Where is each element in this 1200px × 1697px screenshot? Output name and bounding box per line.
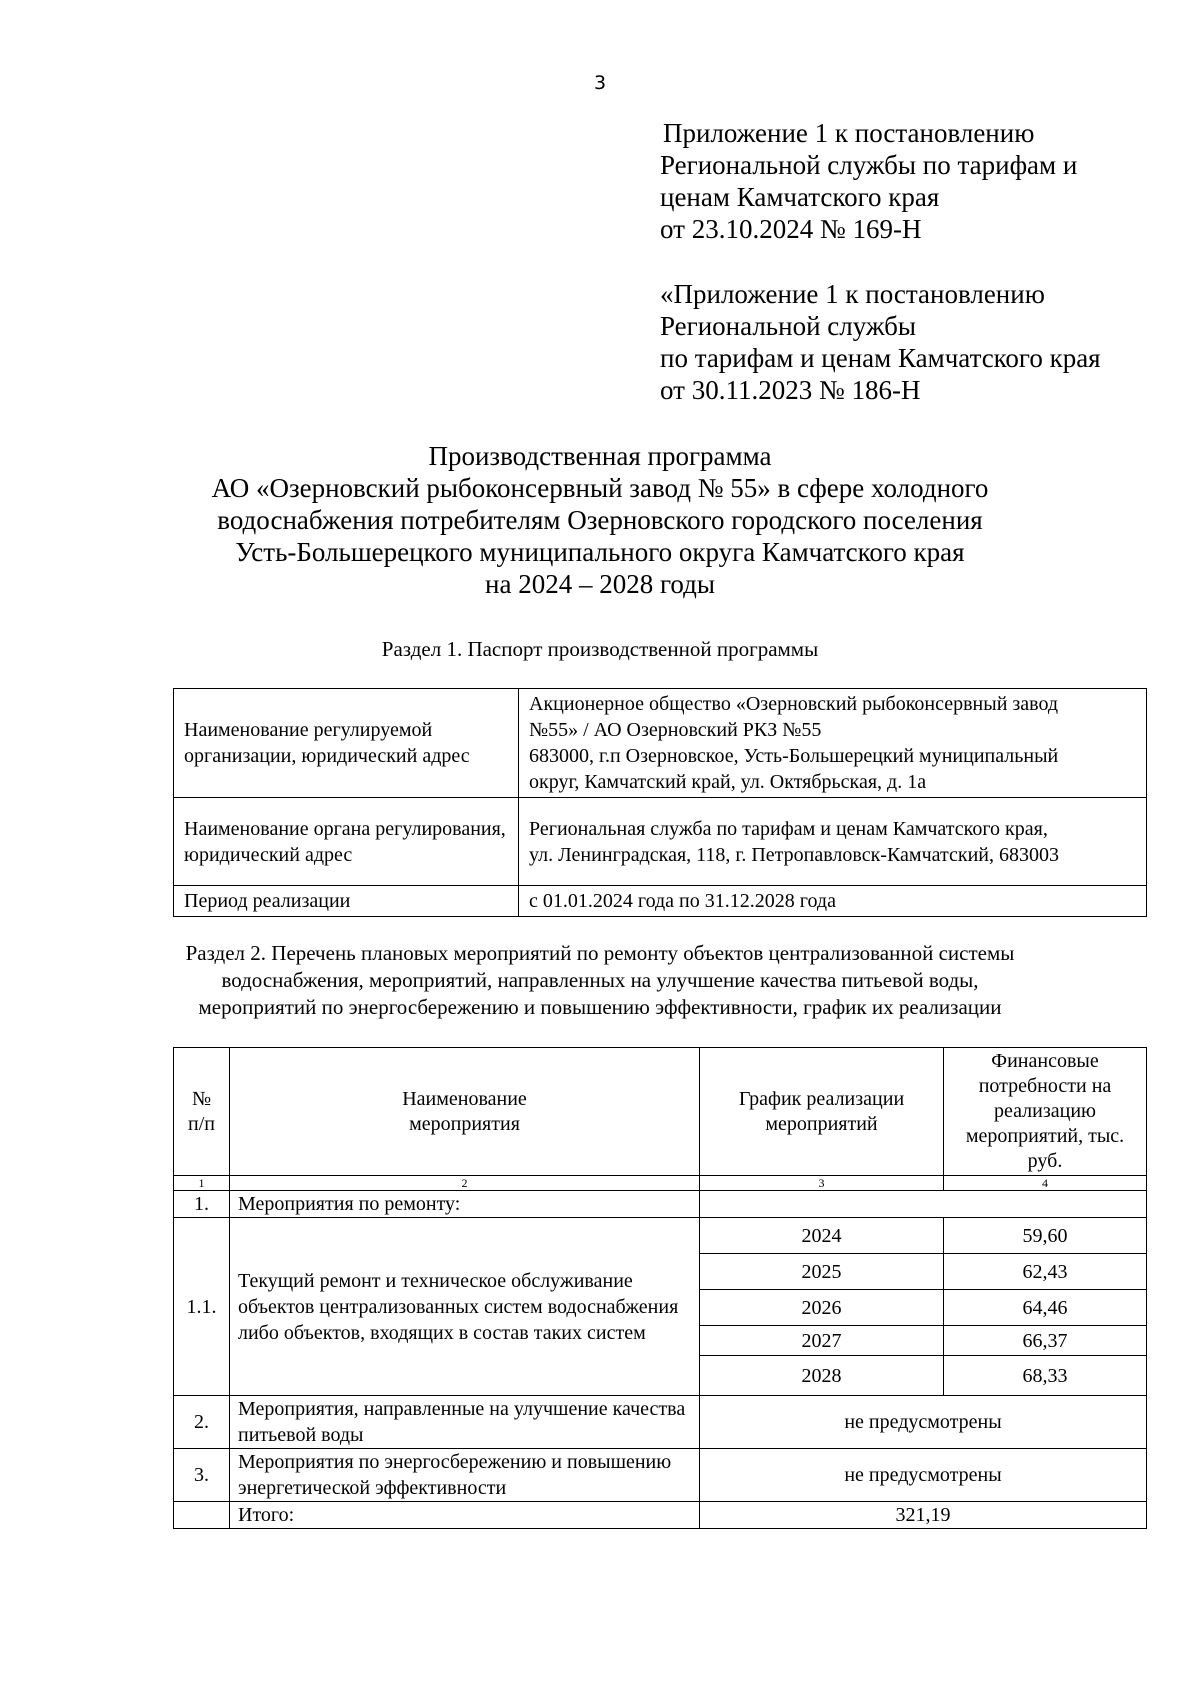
value-line: Акционерное общество «Озерновский рыбоконсервный завод bbox=[529, 693, 1059, 715]
appendix-line: Региональной службы bbox=[660, 311, 917, 341]
schedule-amount: 59,60 bbox=[944, 1218, 1147, 1254]
item-value: не предусмотрены bbox=[700, 1396, 1147, 1449]
passport-label: Наименование органа регулирования, юридический адрес bbox=[174, 798, 519, 886]
empty-cell bbox=[700, 1191, 1147, 1218]
program-table bbox=[173, 1047, 1147, 1529]
table-row bbox=[174, 1218, 1147, 1254]
title-line: водоснабжения потребителям Озерновского городского поселения bbox=[217, 505, 983, 535]
item-name: Мероприятия по энергосбережению и повышению энергетической эффективности bbox=[230, 1449, 700, 1502]
column-number: 3 bbox=[700, 1176, 944, 1191]
table-row bbox=[174, 689, 1147, 798]
heading-line: водоснабжения, мероприятий, направленных на улучшение качества питьевой воды, bbox=[221, 968, 979, 992]
item-number: 1.1. bbox=[174, 1218, 230, 1396]
passport-table bbox=[173, 688, 1147, 917]
total-value: 321,19 bbox=[700, 1502, 1147, 1529]
table-row bbox=[174, 1191, 1147, 1218]
title-line: Усть-Большерецкого муниципального округа Камчатского края bbox=[235, 537, 965, 567]
value-line: №55» / АО Озерновский РКЗ №55 bbox=[529, 719, 822, 741]
empty-cell bbox=[174, 1502, 230, 1529]
schedule-year: 2028 bbox=[700, 1356, 944, 1396]
schedule-amount: 62,43 bbox=[944, 1254, 1147, 1290]
item-number: 1. bbox=[174, 1191, 230, 1218]
table-row bbox=[174, 1396, 1147, 1449]
item-number: 3. bbox=[174, 1449, 230, 1502]
table-row bbox=[174, 1449, 1147, 1502]
appendix-line: ценам Камчатского края bbox=[660, 182, 940, 212]
item-name: Текущий ремонт и техническое обслуживание объектов централизованных систем водоснабжения либо объектов, входящих в состав таких систем bbox=[230, 1218, 700, 1396]
column-number: 2 bbox=[230, 1176, 700, 1191]
column-header-name: Наименование мероприятия bbox=[230, 1048, 700, 1176]
appendix-line: по тарифам и ценам Камчатского края bbox=[660, 343, 1101, 373]
appendix-line: от 23.10.2024 № 169-Н bbox=[660, 214, 922, 244]
page-number: 3 bbox=[593, 72, 607, 94]
passport-label: Период реализации bbox=[174, 886, 519, 917]
passport-label: Наименование регулируемой организации, юридический адрес bbox=[174, 689, 519, 798]
heading-line: Раздел 2. Перечень плановых мероприятий по ремонту объектов централизованной системы bbox=[185, 941, 1015, 965]
table-row bbox=[174, 886, 1147, 917]
item-name: Мероприятия по ремонту: bbox=[230, 1191, 700, 1218]
item-number: 2. bbox=[174, 1396, 230, 1449]
appendix-line: «Приложение 1 к постановлению bbox=[660, 279, 1045, 309]
total-row bbox=[174, 1502, 1147, 1529]
passport-value bbox=[519, 689, 1147, 798]
appendix-previous-reference bbox=[660, 278, 1180, 406]
value-line: с 01.01.2024 года по 31.12.2028 года bbox=[529, 890, 836, 912]
title-line: Производственная программа bbox=[428, 441, 772, 471]
value-line: 683000, г.п Озерновское, Усть-Большерецкий муниципальный bbox=[529, 745, 1059, 767]
column-number: 4 bbox=[944, 1176, 1147, 1191]
schedule-year: 2026 bbox=[700, 1290, 944, 1326]
passport-value bbox=[519, 798, 1147, 886]
appendix-current-reference bbox=[660, 117, 1180, 245]
value-line: округ, Камчатский край, ул. Октябрьская, д. 1а bbox=[529, 771, 927, 793]
heading-line: мероприятий по энергосбережению и повышению эффективности, график их реализации bbox=[198, 995, 1002, 1019]
section2-heading bbox=[0, 940, 1200, 1021]
column-header-finance: Финансовые потребности на реализацию мероприятий, тыс. руб. bbox=[944, 1048, 1147, 1176]
column-header-schedule: График реализации мероприятий bbox=[700, 1048, 944, 1176]
schedule-year: 2027 bbox=[700, 1326, 944, 1356]
value-line: ул. Ленинградская, 118, г. Петропавловск-Камчатский, 683003 bbox=[529, 843, 1059, 866]
appendix-line: Региональной службы по тарифам и bbox=[660, 150, 1078, 180]
passport-value bbox=[519, 886, 1147, 917]
schedule-amount: 66,37 bbox=[944, 1326, 1147, 1356]
document-title bbox=[0, 440, 1200, 600]
schedule-amount: 68,33 bbox=[944, 1356, 1147, 1396]
value-line: Региональная служба по тарифам и ценам Камчатского края, bbox=[529, 817, 1048, 840]
title-line: АО «Озерновский рыбоконсервный завод № 55» в сфере холодного bbox=[211, 473, 989, 503]
item-value: не предусмотрены bbox=[700, 1449, 1147, 1502]
table-row bbox=[174, 798, 1147, 886]
item-name: Мероприятия, направленные на улучшение качества питьевой воды bbox=[230, 1396, 700, 1449]
schedule-amount: 64,46 bbox=[944, 1290, 1147, 1326]
column-header-number: № п/п bbox=[174, 1048, 230, 1176]
appendix-line: от 30.11.2023 № 186-Н bbox=[660, 375, 921, 405]
schedule-year: 2024 bbox=[700, 1218, 944, 1254]
appendix-line: Приложение 1 к постановлению bbox=[663, 118, 1035, 148]
title-line: на 2024 – 2028 годы bbox=[485, 569, 715, 599]
column-number-row bbox=[174, 1176, 1147, 1191]
schedule-year: 2025 bbox=[700, 1254, 944, 1290]
column-number: 1 bbox=[174, 1176, 230, 1191]
section1-heading: Раздел 1. Паспорт производственной программы bbox=[381, 637, 819, 661]
header-row bbox=[174, 1048, 1147, 1176]
total-label: Итого: bbox=[230, 1502, 700, 1529]
